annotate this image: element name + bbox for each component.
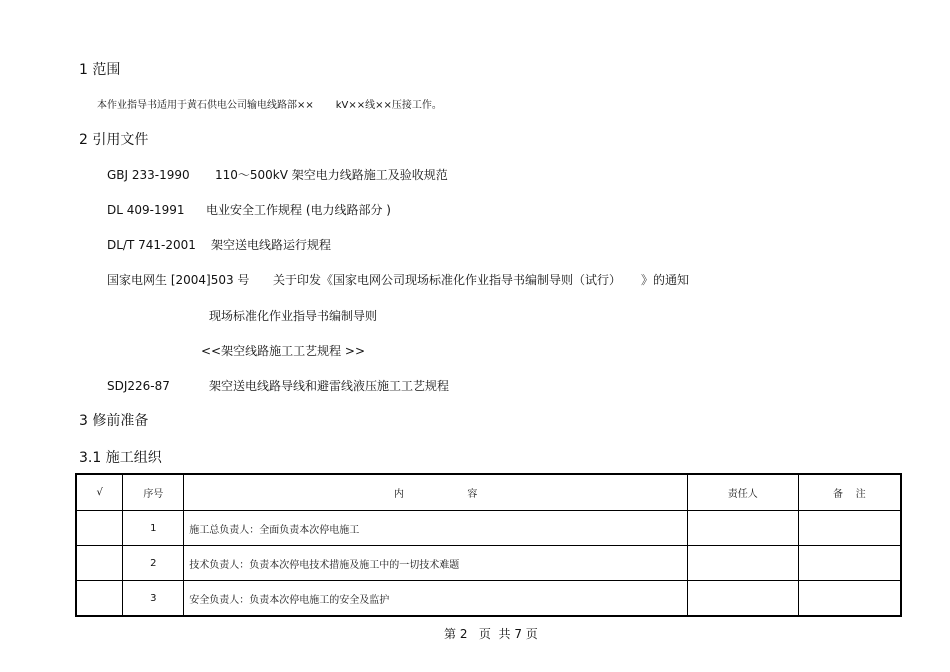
reference-item [107,236,331,253]
section-1-body-part-b: kV××线××压接工作。 [335,100,442,111]
reference-item [209,307,377,324]
reference-code: 国家电网生 [2004]503 号 [107,273,250,287]
table-row [76,511,901,546]
reference-title-tail: 》的通知 [641,273,690,287]
reference-item [107,377,449,394]
seq-cell: 2 [123,546,184,581]
table-row [76,581,901,617]
header-note: 备 注 [798,474,901,511]
header-content: 内 容 [184,474,688,511]
section-1-heading: 1 范围 [79,62,121,78]
reference-code: DL 409-1991 [107,203,185,217]
header-seq: 序号 [123,474,184,511]
header-check: √ [76,474,123,511]
note-cell[interactable] [798,511,901,546]
page-footer: 第 2 页 共 7 页 [444,627,538,641]
reference-title: <<架空线路施工工艺规程 >> [201,344,366,358]
section-3-heading: 3 修前准备 [79,413,149,429]
reference-code: SDJ226-87 [107,379,170,393]
content-cell: 安全负责人：负责本次停电施工的安全及监护 [184,581,688,617]
reference-item [107,201,391,218]
table-row [76,546,901,581]
reference-title: 现场标准化作业指导书编制导则 [209,309,378,323]
owner-cell[interactable] [687,581,798,617]
table-header-row [76,474,901,511]
owner-cell[interactable] [687,511,798,546]
seq-cell: 3 [123,581,184,617]
section-1-body [97,96,442,111]
reference-title: 110～500kV 架空电力线路施工及验收规范 [215,168,448,182]
owner-cell[interactable] [687,546,798,581]
check-cell[interactable] [76,511,123,546]
content-cell: 技术负责人：负责本次停电技术措施及施工中的一切技术难题 [184,546,688,581]
reference-title: 架空送电线路导线和避雷线液压施工工艺规程 [209,379,450,393]
header-owner: 责任人 [687,474,798,511]
check-cell[interactable] [76,581,123,617]
section-3-1-heading: 3.1 施工组织 [79,450,162,466]
section-1-body-part-a: 本作业指导书适用于黄石供电公司输电线路部×× [97,100,314,111]
content-cell: 施工总负责人：全面负责本次停电施工 [184,511,688,546]
seq-cell: 1 [123,511,184,546]
note-cell[interactable] [798,546,901,581]
reference-item [107,166,448,183]
reference-title: 电业安全工作规程 (电力线路部分 ) [206,203,391,217]
construction-organization-table [75,473,902,617]
check-cell[interactable] [76,546,123,581]
reference-code: GBJ 233-1990 [107,168,190,182]
reference-title: 架空送电线路运行规程 [211,238,332,252]
reference-item [107,271,689,288]
reference-item [201,342,365,359]
reference-title: 关于印发《国家电网公司现场标准化作业指导书编制导则（试行） [273,273,622,287]
section-2-heading: 2 引用文件 [79,132,149,148]
note-cell[interactable] [798,581,901,617]
reference-code: DL/T 741-2001 [107,238,196,252]
